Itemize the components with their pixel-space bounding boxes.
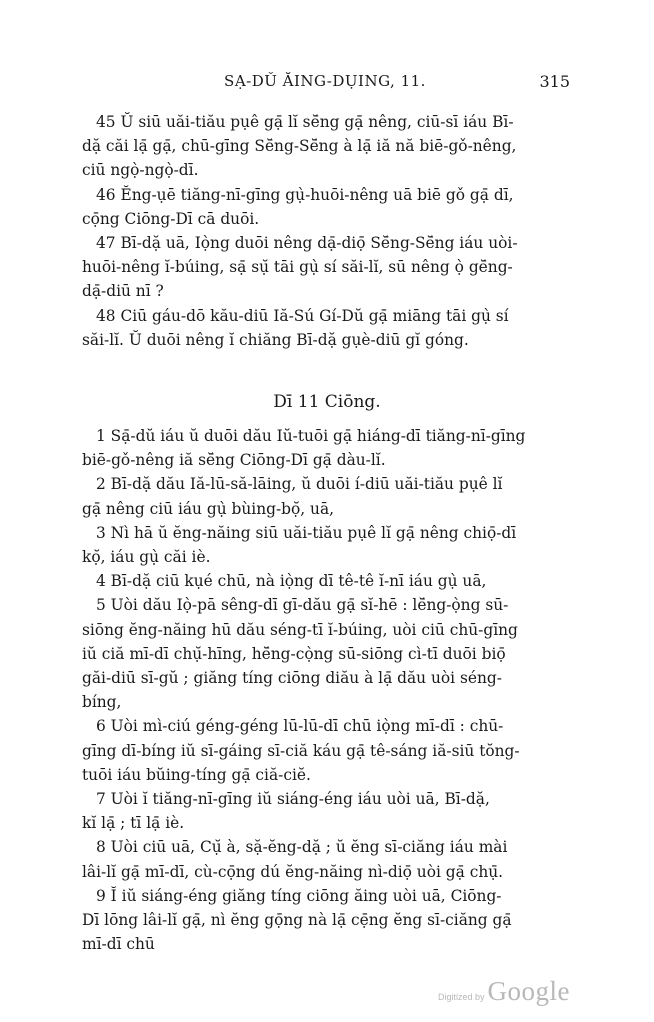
verse-47: 47 Bī-dặ uā, Iọ̀ng duōi nêng dạ̄-diọ̄ Sĕ̄ng-Sĕ̄ng iáu uòi- huōi-nêng ĭ-búing, sạ̄ sụ̆ tāi gụ̀ sí săi-lĭ, sū nêng ọ̀ gĕ̄ng- dạ̄-diū nī ? <box>82 234 518 301</box>
watermark-prefix: Digitized by <box>437 992 485 1002</box>
verse-2: 2 Bī-dặ dău Iă-lū-să-lāing, ŭ duōi í-diū uăi-tiău pụê lĭ gạ̄ nêng ciū iáu gụ̀ bùing-bọ̆, uā, <box>82 475 503 518</box>
running-head <box>80 72 570 94</box>
page-number: 315 <box>539 72 570 91</box>
verse-45: 45 Ŭ siū uăi-tiău pụê gạ̄ lĭ sĕ̄ng gạ̄ nêng, ciū-sī iáu Bī- dặ căi lạ̄ gạ̄, chū-gīng Sĕ̄ng-Sĕ̄ng à lạ̄ iă nă biē-gǒ-nêng, ciū ngọ̀-ngọ̀-dī. <box>82 113 517 180</box>
verse-46: 46 Ĕng-ụē tiăng-nī-gīng gụ̀-huōi-nêng uā biē gǒ gạ̄ dī, cọ̄ng Ciōng-Dī cā duōi. <box>82 185 514 228</box>
google-logo: Google <box>487 976 570 1006</box>
digitized-watermark <box>438 976 570 1007</box>
chapter-heading: Dī 11 Ciōng. <box>273 392 381 412</box>
verse-5: 5 Uòi dău Iọ̀-pā sêng-dī gī-dău gạ̄ sĭ-hē : lĕ̄ng-ọ̀ng sū- siōng ĕng-năing hū dău séng-tī ĭ-búing, uòi ciū chū-gīng iŭ ciă mī-dī chụ̆-hīng, hĕ̄ng-cọ̀ng sū-siōng cì-tī duōi biọ̄ găi-diū sī-gŭ ; giăng tíng ciōng diău à lạ̄ dău uòi séng- bíng, <box>82 596 518 712</box>
verse-9: 9 Ĭ iŭ siáng-éng giăng tíng ciōng ăing uòi uā, Ciōng- Dī lōng lâi-lĭ gạ̄, nì ĕng gọ̄ng nà lạ̄ cẹ̄ng ĕng sī-ciăng gạ̄ mī-dī chū <box>82 886 512 954</box>
verse-6: 6 Uòi mì-ciú géng-géng lū-lū-dī chū iọ̀ng mī-dī : chū- gīng dī-bíng iŭ sī-gáing sī-ciă káu gạ̄ tê-sáng iă-siū tŏng- tuōi iáu bŭing-tíng gạ̄ ciă-ciĕ. <box>82 717 520 784</box>
verse-8: 8 Uòi ciū uā, Cụ̆ à, sặ-ĕng-dặ ; ŭ ĕng sī-ciăng iáu mài lâi-lĭ gạ̄ mī-dī, cù-cọ̄ng dú ĕng-năing nì-diọ̄ uòi gạ̄ chụ̄. <box>82 838 508 881</box>
verse-1: 1 Sạ̄-dŭ iáu ŭ duōi dău Iŭ-tuōi gạ̄ hiáng-dī tiăng-nī-gīng biē-gǒ-nêng iă sĕ̄ng Ciōng-Dī gạ̄ dàu-lĭ. <box>82 427 526 470</box>
running-title: SẠ-DǓ ĂING-DỤING, 11. <box>224 72 426 90</box>
verse-4: 4 Bī-dặ ciū kụé chū, nà iọ̀ng dī tê-tê ĭ-nī iáu gụ̀ uā, <box>96 572 487 591</box>
verse-3: 3 Nì hā ŭ ĕng-năing siū uăi-tiău pụê lĭ gạ̄ nêng chiọ̄-dī kọ̆, iáu gụ̀ căi iè. <box>82 523 517 567</box>
verse-block-bottom <box>82 424 568 956</box>
verse-block-top <box>82 110 568 352</box>
verse-48: 48 Ciū gáu-dō kău-diū Iă-Sú Gí-Dŭ gạ̄ miāng tāi gụ̀ sí săi-lĭ. Ŭ duōi nêng ĭ chiăng Bī-dặ gụè-diū gĭ góng. <box>82 306 509 349</box>
verse-7: 7 Uòi ĭ tiăng-nī-gīng iŭ siáng-éng iáu uòi uā, Bī-dặ, kĭ lạ̄ ; tī lạ̄ iè. <box>82 790 490 833</box>
